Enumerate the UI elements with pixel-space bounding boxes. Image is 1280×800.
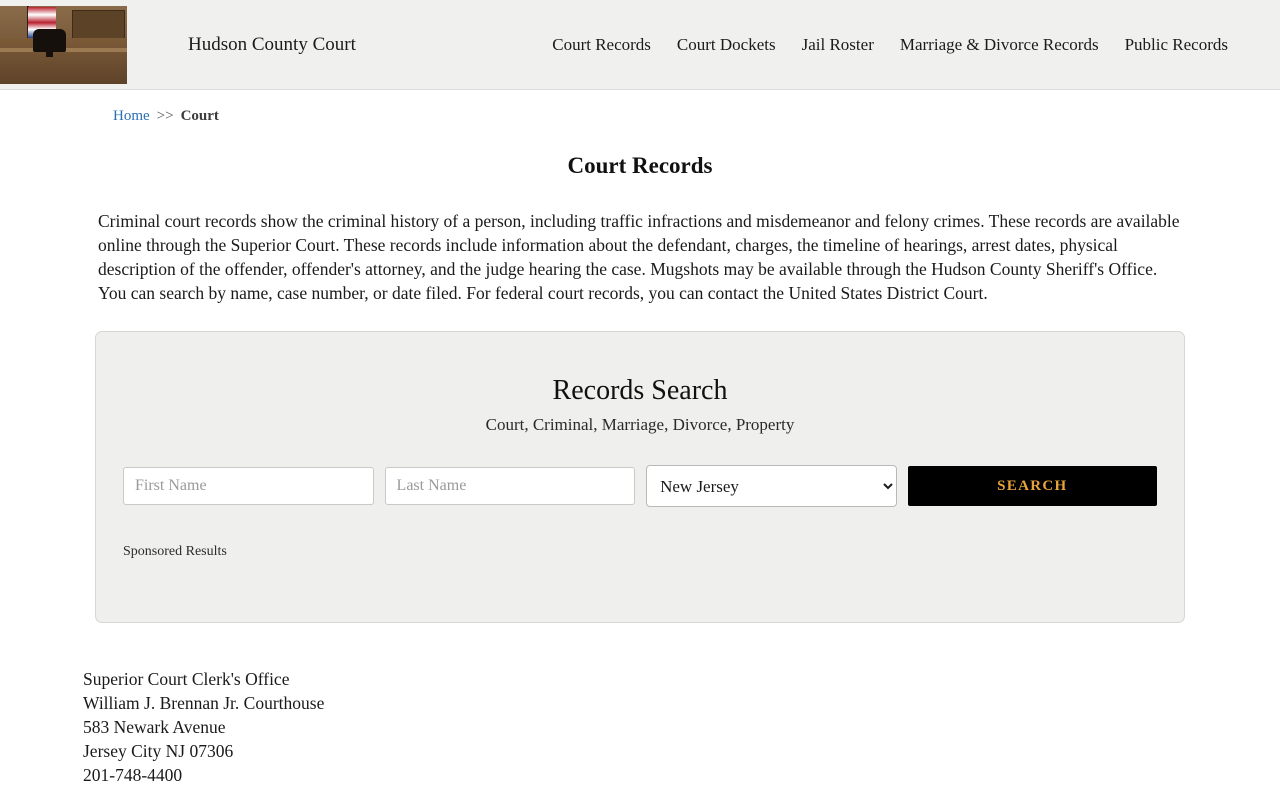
- records-search-panel: [95, 331, 1185, 623]
- nav-item-marriage-divorce-records[interactable]: Marriage & Divorce Records: [899, 34, 1099, 54]
- address-line-office: Superior Court Clerk's Office: [83, 669, 290, 689]
- state-select[interactable]: [646, 465, 897, 507]
- sponsored-results-label: Sponsored Results: [123, 544, 227, 559]
- site-logo[interactable]: [0, 0, 127, 90]
- intro-paragraph: Criminal court records show the criminal history of a person, including traffic infractions and misdemeanor and felony crimes. These records are available online through the Superior Court. These records include information about the defendant, charges, the timeline of hearings, arrest dates, physical description of the offender, offender's attorney, and the judge hearing the case. Mugshots may be available through the Hudson County Sheriff's Office. You can search by name, case number, or date filed. For federal court records, you can contact the United States District Court.: [98, 211, 1180, 303]
- court-address-block: [83, 667, 1280, 787]
- address-line-city-state-zip: Jersey City NJ 07306: [83, 741, 234, 761]
- address-line-courthouse: William J. Brennan Jr. Courthouse: [83, 693, 325, 713]
- breadcrumb-separator: >>: [156, 108, 174, 124]
- search-button[interactable]: SEARCH: [908, 466, 1157, 506]
- last-name-input[interactable]: [385, 467, 636, 505]
- site-title: Hudson County Court: [188, 33, 356, 55]
- page-title: Court Records: [567, 153, 713, 178]
- nav-item-jail-roster[interactable]: Jail Roster: [801, 34, 874, 54]
- address-line-street: 583 Newark Avenue: [83, 717, 226, 737]
- breadcrumb: [113, 108, 1280, 125]
- courtroom-photo-icon: [0, 6, 127, 84]
- nav-item-court-dockets[interactable]: Court Dockets: [676, 34, 776, 54]
- breadcrumb-current: Court: [180, 108, 219, 124]
- site-header: [0, 0, 1280, 90]
- breadcrumb-home-link[interactable]: Home: [113, 108, 150, 124]
- nav-item-public-records[interactable]: Public Records: [1124, 34, 1228, 54]
- records-search-subtitle: Court, Criminal, Marriage, Divorce, Property: [485, 415, 795, 434]
- main-navigation: [552, 35, 1228, 55]
- address-line-phone: 201-748-4400: [83, 765, 183, 785]
- first-name-input[interactable]: [123, 467, 374, 505]
- nav-item-court-records[interactable]: Court Records: [552, 34, 651, 54]
- records-search-title: Records Search: [552, 375, 728, 406]
- records-search-form: [122, 465, 1158, 507]
